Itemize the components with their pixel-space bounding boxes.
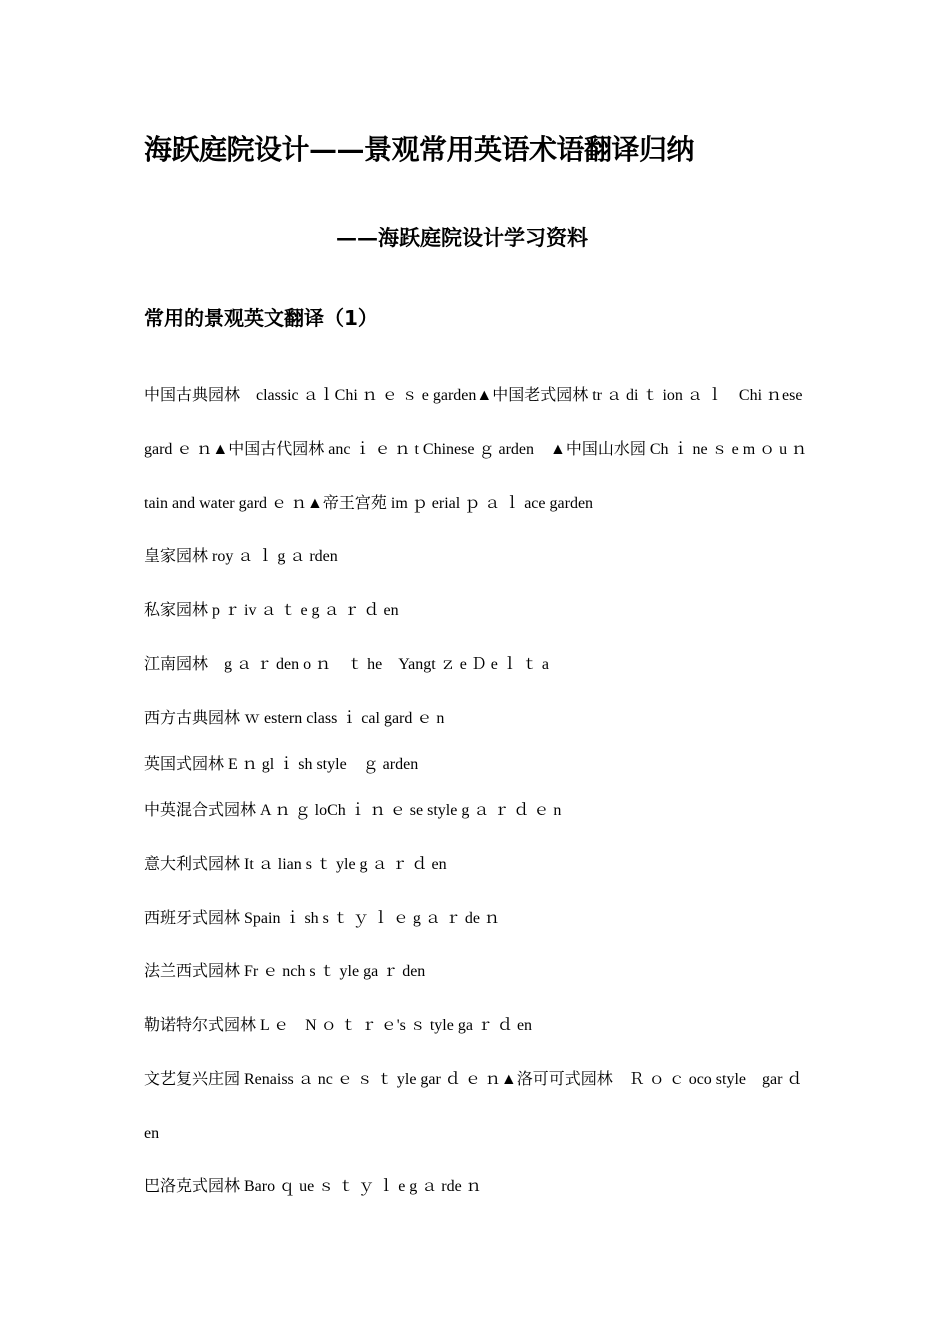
term-line: gard ｅ ｎ▲中国古代园林 anc ｉ ｅ ｎ t Chinese ｇ arden ▲中国山水园 Ch ｉ ne ｓ e m ｏ u ｎ <box>144 441 808 458</box>
page-title: 海跃庭院设计——景观常用英语术语翻译归纳 <box>144 133 695 166</box>
term-line: 中国古典园林 classic ａｌChi ｎ ｅ ｓ e garden▲中国老式园林 tr ａ di ｔ ion ａ ｌ Chi ｎese <box>144 387 803 404</box>
term-line: tain and water gard ｅ ｎ▲帝王宫苑 im ｐ erial ｐ ａ ｌ ace garden <box>144 495 594 512</box>
term-line: 中英混合式园林 A ｎ ｇ loCh ｉ ｎ ｅ se style g ａ ｒ ｄ ｅ n <box>144 802 562 819</box>
term-line: 英国式园林 E ｎ gl ｉ sh style ｇ arden <box>144 756 419 773</box>
term-line: 皇家园林 roy ａ ｌ g ａ rden <box>144 548 338 565</box>
term-line: 西方古典园林 ｗ estern class ｉ cal gard ｅ n <box>144 710 445 727</box>
term-line: 江南园林 g ａ ｒ den o ｎ ｔ he Yangt ｚ e Ｄ e ｌ ｔ a <box>144 656 550 673</box>
section-heading: 常用的景观英文翻译（1） <box>144 306 378 330</box>
page-subtitle: ——海跃庭院设计学习资料 <box>336 225 588 250</box>
term-line: 法兰西式园林 Fr ｅ nch s ｔ yle ga ｒ den <box>144 963 426 980</box>
term-line: 西班牙式园林 Spain ｉ sh s ｔ ｙ ｌ ｅ g ａ ｒ de ｎ <box>144 910 501 927</box>
term-line: 勒诺特尔式园林 L ｅ N ｏ ｔ ｒ ｅ's ｓ tyle ga ｒ ｄ en <box>144 1017 533 1034</box>
term-line: en <box>144 1125 160 1142</box>
term-line: 文艺复兴庄园 Renaiss ａ nc ｅ ｓ ｔ yle gar ｄ ｅ ｎ▲洛可可式园林 Ｒ ｏ ｃ oco style gar ｄ <box>144 1071 803 1088</box>
term-line: 巴洛克式园林 Baro ｑ ue ｓ ｔ ｙ ｌ e g ａ rde ｎ <box>144 1178 482 1195</box>
term-line: 私家园林 p ｒ iv ａ ｔ e g ａ ｒ ｄ en <box>144 602 399 619</box>
term-line: 意大利式园林 It ａ lian s ｔ yle g ａ ｒ ｄ en <box>144 856 447 873</box>
